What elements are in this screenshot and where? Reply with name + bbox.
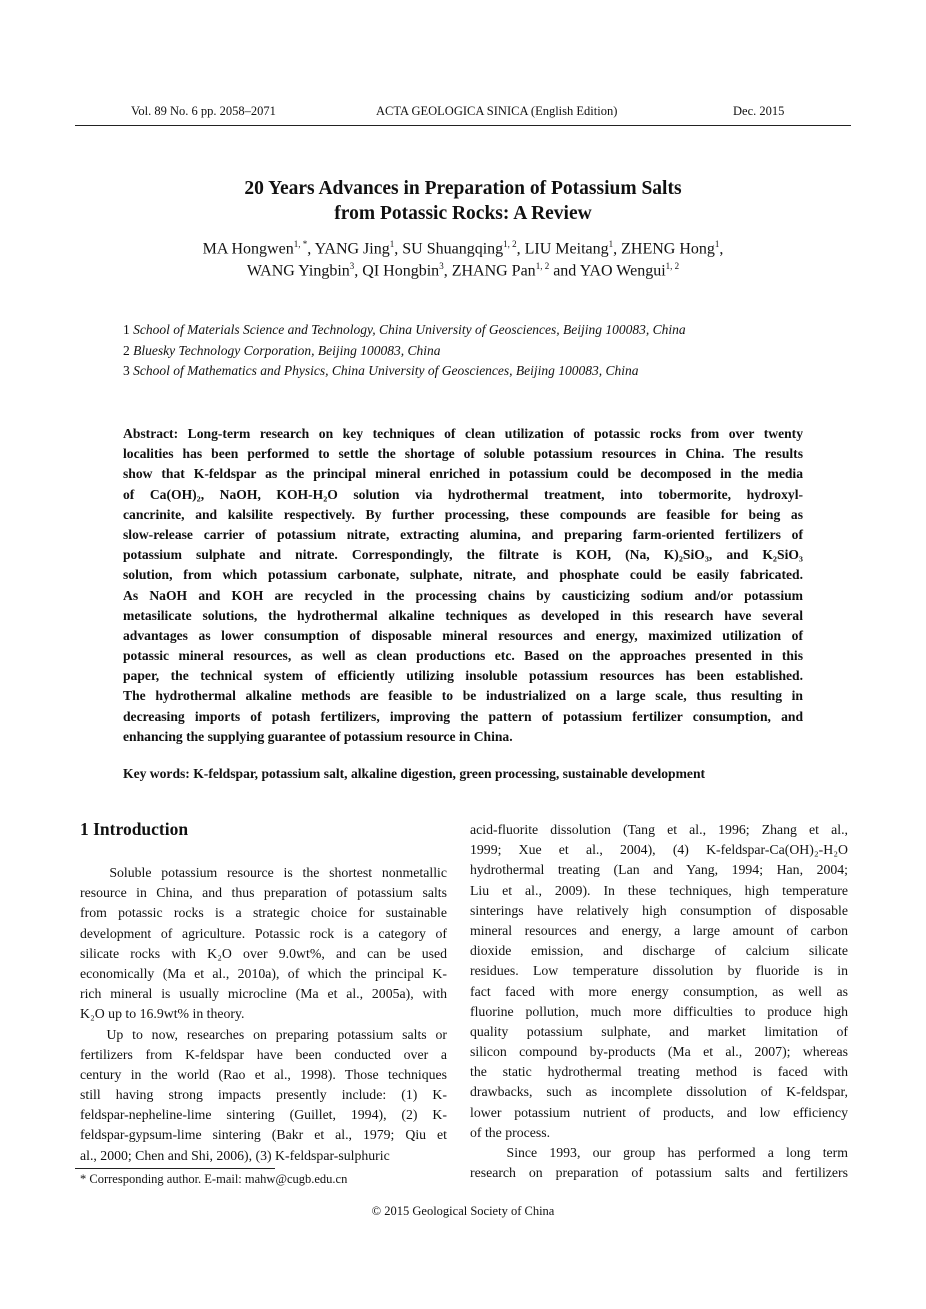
abstract [123,424,803,747]
affiliation-text: Bluesky Technology Corporation, Beijing 100083, China [133,343,441,358]
text-line: slow-release carrier of potassium nitrate, extracting alumina, and preparing farm-oriented fertilizers of [123,526,803,542]
author-name: MA Hongwen [202,240,294,258]
text-line: Abstract: Long-term research on key techniques of clean utilization of potassic rocks from over twenty [123,426,803,441]
text-line: enhancing the supplying guarantee of potassium resource in China. [123,728,513,744]
author-name: , QI Hongbin [354,262,440,280]
footnote: * Corresponding author. E-mail: mahw@cugb.edu.cn [80,1172,348,1186]
text-line: As NaOH and KOH are recycled in the processing chains by causticizing sodium and/or potassium [123,587,803,603]
text-line: economically (Ma et al., 2010a), of which the principal K- [80,965,447,981]
text-line: 1999; Xue et al., 2004), (4) K-feldspar-Ca(OH)₂-H₂O [470,842,848,858]
affiliation-2 [123,343,440,359]
text-line: still having strong impacts presently include: (1) K- [80,1087,447,1103]
text-line: fact faced with more energy consumption, as well as [470,983,848,999]
author-affiliation-mark: 3 [439,261,444,271]
affiliation-number: 2 [123,343,130,358]
author-name: WANG Yingbin [246,262,350,280]
author-name: , SU Shuangqing [394,240,504,258]
affiliation-text: School of Materials Science and Technology, China University of Geosciences, Beijing 100083, China [133,322,686,337]
text-line: fertilizers from K-feldspar have been conducted over a [80,1046,447,1062]
text-line: feldspar-gypsum-lime sintering (Bakr et al., 1979; Qiu et [80,1127,447,1143]
author-name: , ZHANG Pan [443,262,536,280]
section-heading-introduction: 1 Introduction [80,819,189,839]
text-line: silicon compound by-products (Ma et al., 2007); whereas [470,1044,848,1060]
text-line: from potassic rocks is a strategic choice for sustainable [80,905,447,921]
text-line: advantages as lower consumption of disposable mineral resources and energy, maximized utilization of [123,627,803,643]
text-line: show that K-feldspar as the principal mineral enriched in potassium could be decomposed in the media [123,466,803,482]
text-line: The hydrothermal alkaline methods are feasible to be industrialized on a large scale, thus resulting in [123,688,803,704]
journal-volume: Vol. 89 No. 6 pp. 2058–2071 [131,104,276,118]
text-line: Since 1993, our group has performed a long term [470,1145,848,1160]
text-line: metasilicate solutions, the hydrothermal alkaline techniques as developed in this research have several [123,607,803,623]
authors-line1 [0,239,926,258]
text-line: rich mineral is usually microcline (Ma et al., 2005a), with [80,986,447,1002]
text-line: research on preparation of potassium salts and fertilizers [470,1165,848,1181]
author-name: and YAO Wengui [549,262,666,280]
text-line: fluorine pollution, much more difficulties to produce high [470,1003,848,1019]
text-line: al., 2000; Chen and Shi, 2006), (3) K-feldspar-sulphuric [80,1147,390,1163]
journal-name: ACTA GEOLOGICA SINICA (English Edition) [376,104,618,118]
text-line: development of agriculture. Potassic rock is a category of [80,925,447,941]
text-line: decreasing imports of potash fertilizers, improving the pattern of potassium fertilizer consumption, and [123,708,803,724]
text-line: cancrinite, and kalsilite respectively. By further processing, these compounds are feasible for being as [123,506,803,522]
text-line: drawbacks, such as incomplete dissolution of K-feldspar, [470,1084,848,1100]
text-line: localities has been performed to settle the shortage of soluble potassium resources in China. The results [123,446,803,462]
author-affiliation-mark: 1, 2 [665,261,680,271]
text-line: solution, from which potassium carbonate, sulphate, nitrate, and phosphate could be easily fabricated. [123,567,803,583]
author-name: , YANG Jing [307,240,390,258]
right-column-text [470,820,848,1183]
text-line: K₂O up to 16.9wt% in theory. [80,1006,245,1022]
author-affiliation-mark: 3 [349,261,355,271]
affiliation-number: 3 [123,363,130,378]
author-affiliation-mark: 1 [714,239,720,249]
text-line: feldspar-nepheline-lime sintering (Guillet, 1994), (2) K- [80,1107,447,1123]
text-line: century in the world (Rao et al., 1998). Those techniques [80,1066,447,1082]
text-line: residues. Low temperature dissolution by fluoride is in [470,963,848,979]
text-line: hydrothermal treating (Lan and Yang, 1994; Han, 2004; [470,862,848,878]
text-line: potassic mineral resources, as well as clean productions etc. Based on the approaches presented in this [123,648,803,664]
authors-line2 [0,261,926,280]
author-name: , [719,240,724,258]
affiliation-1 [123,322,686,338]
text-line: paper, the technical system of efficiently utilizing insoluble potassium resources has been established. [123,668,803,684]
author-affiliation-mark: 1, 2 [503,239,517,249]
text-line: sinterings have relatively high consumption of disposable [470,902,848,918]
text-line: resource in China, and thus preparation of potassium salts [80,885,447,901]
copyright: © 2015 Geological Society of China [371,1204,555,1218]
text-line: lower potassium nutrient of products, and low efficiency [470,1104,848,1120]
author-affiliation-mark: 1 [389,239,395,249]
paper-title-line1: 20 Years Advances in Preparation of Potassium Salts [244,178,682,199]
text-line: Soluble potassium resource is the shortest nonmetallic [80,865,447,880]
affiliation-3 [123,363,639,379]
header-rule [75,125,851,126]
author-affiliation-mark: 1, 2 [535,261,550,271]
left-column-text [80,863,447,1166]
text-line: silicate rocks with K₂O over 9.0wt%, and can be used [80,945,447,961]
affiliation-number: 1 [123,322,130,337]
text-line: Up to now, researches on preparing potassium salts or [80,1026,447,1042]
text-line: Liu et al., 2009). In these techniques, high temperature [470,882,848,898]
keywords: Key words: K-feldspar, potassium salt, alkaline digestion, green processing, sustainable development [123,766,706,781]
text-line: of the process. [470,1124,551,1140]
text-line: the static hydrothermal treating method is faced with [470,1064,848,1080]
footnote-rule [75,1168,275,1169]
text-line: dioxide emission, and discharge of calcium silicate [470,943,848,959]
author-name: , LIU Meitang [516,240,609,258]
text-line: of Ca(OH)₂, NaOH, KOH-H₂O solution via hydrothermal treatment, into tobermorite, hydroxyl- [123,486,803,502]
affiliation-text: School of Mathematics and Physics, China University of Geosciences, Beijing 100083, China [133,363,639,378]
text-line: mineral resources and energy, a large amount of carbon [470,922,848,938]
journal-date: Dec. 2015 [733,104,785,118]
author-affiliation-mark: 1 [608,239,614,249]
text-line: acid-fluorite dissolution (Tang et al., 1996; Zhang et al., [470,822,848,837]
paper-title-line2: from Potassic Rocks: A Review [334,203,592,224]
text-line: potassium sulphate and nitrate. Correspondingly, the filtrate is KOH, (Na, K)₂SiO₃, and K₂SiO₃ [123,547,803,563]
text-line: quality potassium sulphate, and market limitation of [470,1023,848,1039]
author-name: , ZHENG Hong [613,240,715,258]
author-affiliation-mark: 1, * [293,239,308,249]
